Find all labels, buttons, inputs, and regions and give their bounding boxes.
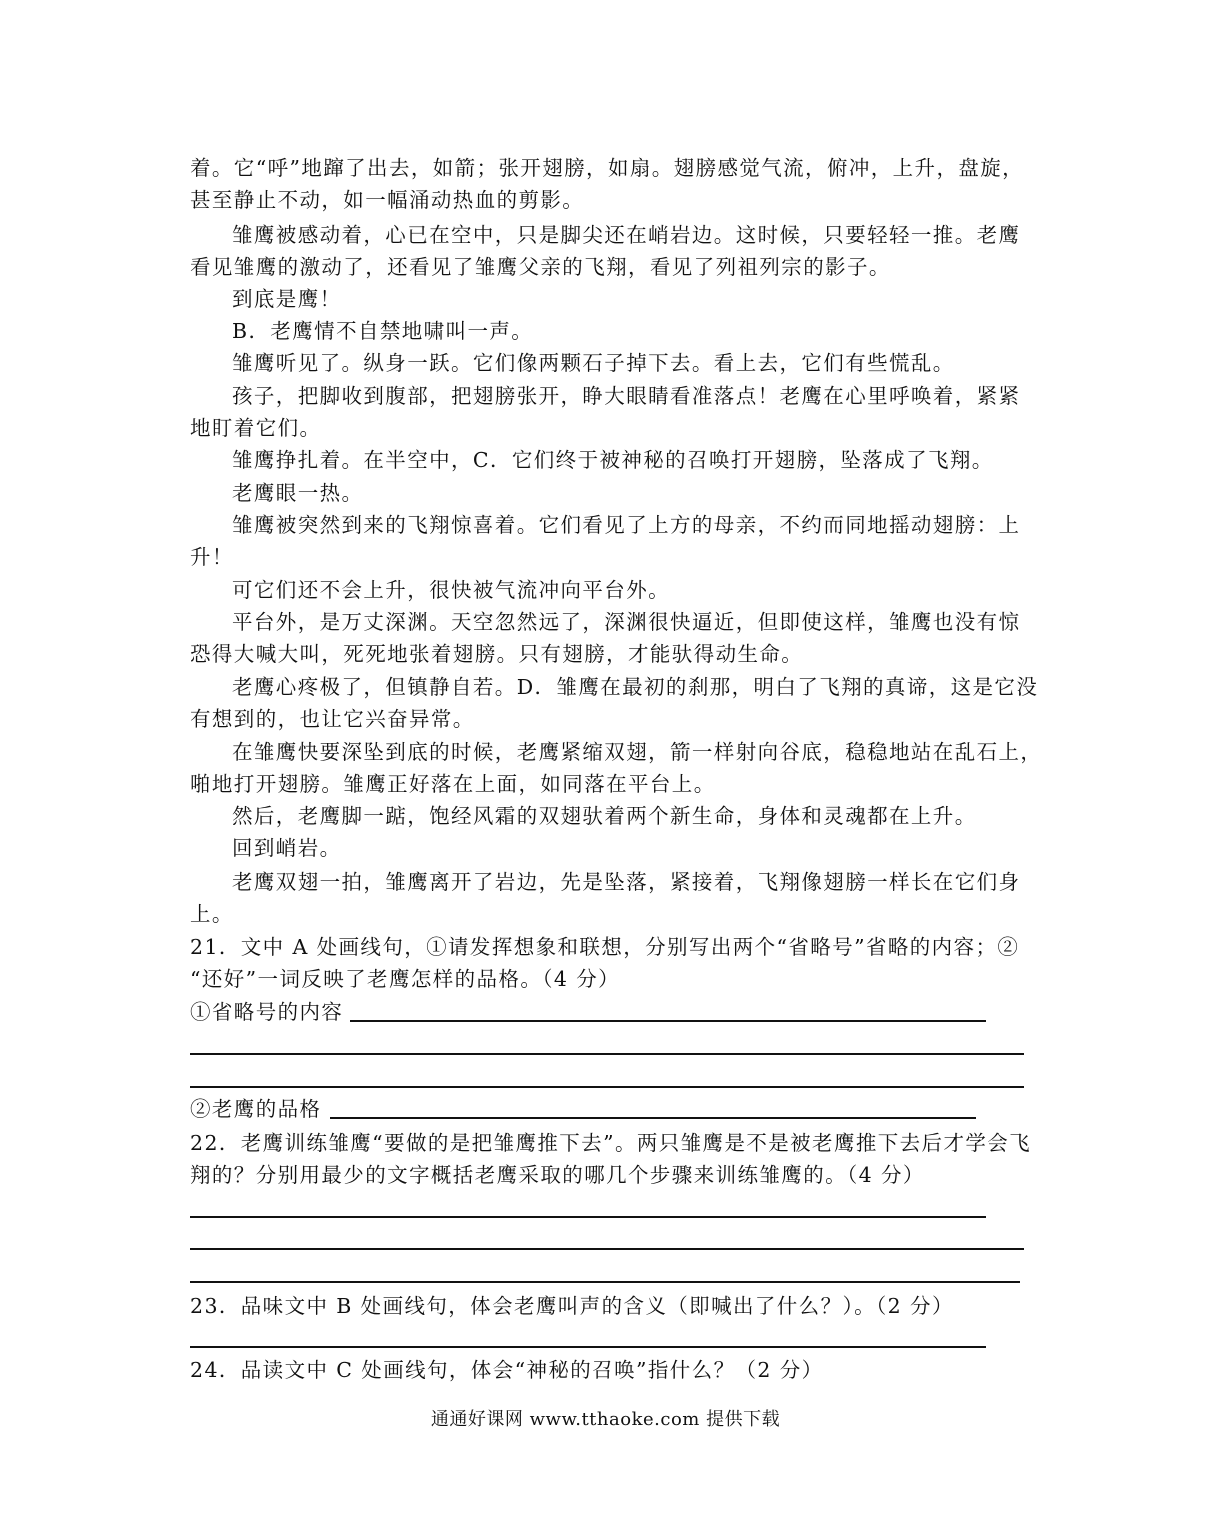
passage-line: 有想到的，也让它兴奋异常。 [190, 707, 475, 731]
passage-line: 升！ [190, 545, 234, 569]
page-footer: 通通好课网 www.tthaoke.com 提供下载 [430, 1409, 781, 1430]
passage-line: 回到峭岩。 [232, 836, 342, 860]
passage-line: 看见雏鹰的激动了，还看见了雏鹰父亲的飞翔，看见了列祖列宗的影子。 [190, 255, 891, 279]
question-23-text: 23．品味文中 B 处画线句，体会老鹰叫声的含义（即喊出了什么？）。（2 分） [190, 1294, 954, 1318]
passage-line: 雏鹰被突然到来的飞翔惊喜着。它们看见了上方的母亲，不约而同地摇动翅膀：上 [232, 513, 1021, 537]
passage-line: 恐得大喊大叫，死死地张着翅膀。只有翅膀，才能驮得动生命。 [190, 642, 804, 666]
passage-line: 甚至静止不动，如一幅涌动热血的剪影。 [190, 188, 585, 212]
answer-line[interactable] [190, 1053, 1024, 1055]
question-22-text: 翔的？分别用最少的文字概括老鹰采取的哪几个步骤来训练雏鹰的。（4 分） [190, 1163, 925, 1187]
answer-line[interactable] [190, 1248, 1024, 1250]
passage-line: 在雏鹰快要深坠到底的时候，老鹰紧缩双翅，箭一样射向谷底，稳稳地站在乱石上， [232, 740, 1043, 764]
question-24-text: 24．品读文中 C 处画线句，体会“神秘的召唤”指什么？（2 分） [190, 1358, 824, 1382]
question-21-text: “还好”一词反映了老鹰怎样的品格。（4 分） [190, 967, 621, 991]
q21-answer-label-2: ②老鹰的品格 [190, 1097, 322, 1121]
question-21-text: 21．文中 A 处画线句，①请发挥想象和联想，分别写出两个“省略号”省略的内容；② [190, 935, 1020, 959]
passage-line: 到底是鹰！ [232, 287, 342, 311]
passage-line: 雏鹰被感动着，心已在空中，只是脚尖还在峭岩边。这时候，只要轻轻一推。老鹰 [232, 223, 1021, 247]
passage-line: 啪地打开翅膀。雏鹰正好落在上面，如同落在平台上。 [190, 772, 716, 796]
answer-line[interactable] [190, 1086, 1024, 1088]
q21-answer-label-1: ①省略号的内容 [190, 1000, 344, 1024]
question-22-text: 22．老鹰训练雏鹰“要做的是把雏鹰推下去”。两只雏鹰是不是被老鹰推下去后才学会飞 [190, 1131, 1032, 1155]
passage-line: 孩子，把脚收到腹部，把翅膀张开，睁大眼睛看准落点！老鹰在心里呼唤着，紧紧 [232, 384, 1021, 408]
answer-line[interactable] [330, 1117, 976, 1119]
answer-line[interactable] [190, 1216, 986, 1218]
passage-line: 雏鹰挣扎着。在半空中，C．它们终于被神秘的召唤打开翅膀，坠落成了飞翔。 [232, 448, 994, 472]
answer-line[interactable] [350, 1020, 986, 1022]
passage-line: 老鹰心疼极了，但镇静自若。D．雏鹰在最初的刹那，明白了飞翔的真谛，这是它没 [232, 675, 1039, 699]
passage-line: 平台外，是万丈深渊。天空忽然远了，深渊很快逼近，但即使这样，雏鹰也没有惊 [232, 610, 1021, 634]
passage-line: 可它们还不会上升，很快被气流冲向平台外。 [232, 578, 670, 602]
passage-line: 然后，老鹰脚一踮，饱经风霜的双翅驮着两个新生命，身体和灵魂都在上升。 [232, 804, 977, 828]
passage-line: 地盯着它们。 [190, 416, 322, 440]
answer-line[interactable] [190, 1281, 1020, 1283]
passage-line: 老鹰眼一热。 [232, 481, 364, 505]
passage-line: 老鹰双翅一拍，雏鹰离开了岩边，先是坠落，紧接着，飞翔像翅膀一样长在它们身 [232, 870, 1021, 894]
passage-line: 雏鹰听见了。纵身一跃。它们像两颗石子掉下去。看上去，它们有些慌乱。 [232, 351, 955, 375]
passage-line: 着。它“呼”地蹿了出去，如箭；张开翅膀，如扇。翅膀感觉气流，俯冲，上升，盘旋， [190, 156, 1025, 180]
passage-line: 上。 [190, 902, 234, 926]
passage-line: B．老鹰情不自禁地啸叫一声。 [232, 319, 534, 343]
answer-line[interactable] [190, 1346, 986, 1348]
